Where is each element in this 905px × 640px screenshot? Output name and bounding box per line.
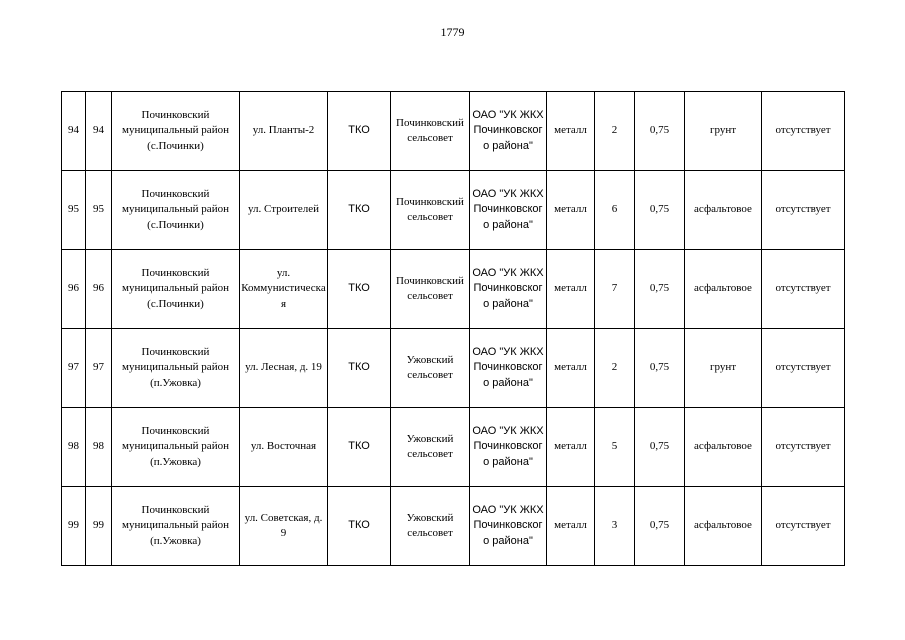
- waste-type-cell: ТКО: [328, 408, 391, 487]
- surface-cover-cell: грунт: [685, 92, 762, 171]
- table-row: [62, 329, 845, 408]
- address-cell: ул. Планты-2: [240, 92, 328, 171]
- container-count-cell: 7: [595, 250, 635, 329]
- site-number-cell: 99: [86, 487, 112, 566]
- district-cell: Починковский муниципальный район (п.Ужовка): [112, 487, 240, 566]
- council-cell: Ужовский сельсовет: [391, 487, 470, 566]
- site-number-cell: 95: [86, 171, 112, 250]
- fence-cell: отсутствует: [762, 171, 845, 250]
- waste-type-cell: ТКО: [328, 171, 391, 250]
- row-number-cell: 96: [62, 250, 86, 329]
- container-volume-cell: 0,75: [635, 487, 685, 566]
- waste-type-cell: ТКО: [328, 250, 391, 329]
- waste-sites-table: [61, 91, 845, 566]
- district-cell: Починковский муниципальный район (п.Ужовка): [112, 408, 240, 487]
- container-count-cell: 5: [595, 408, 635, 487]
- table-body: [62, 92, 845, 566]
- material-cell: металл: [547, 487, 595, 566]
- row-number-cell: 94: [62, 92, 86, 171]
- table-row: [62, 408, 845, 487]
- fence-cell: отсутствует: [762, 329, 845, 408]
- material-cell: металл: [547, 171, 595, 250]
- row-number-cell: 97: [62, 329, 86, 408]
- address-cell: ул. Лесная, д. 19: [240, 329, 328, 408]
- table-row: [62, 92, 845, 171]
- container-count-cell: 3: [595, 487, 635, 566]
- surface-cover-cell: асфальтовое: [685, 171, 762, 250]
- container-volume-cell: 0,75: [635, 329, 685, 408]
- organization-cell: ОАО "УК ЖКХ Починковского района": [470, 171, 547, 250]
- material-cell: металл: [547, 250, 595, 329]
- council-cell: Ужовский сельсовет: [391, 329, 470, 408]
- fence-cell: отсутствует: [762, 408, 845, 487]
- waste-type-cell: ТКО: [328, 487, 391, 566]
- site-number-cell: 96: [86, 250, 112, 329]
- table-row: [62, 250, 845, 329]
- material-cell: металл: [547, 92, 595, 171]
- organization-cell: ОАО "УК ЖКХ Починковского района": [470, 408, 547, 487]
- site-number-cell: 97: [86, 329, 112, 408]
- container-volume-cell: 0,75: [635, 92, 685, 171]
- material-cell: металл: [547, 329, 595, 408]
- organization-cell: ОАО "УК ЖКХ Починковского района": [470, 92, 547, 171]
- organization-cell: ОАО "УК ЖКХ Починковского района": [470, 329, 547, 408]
- site-number-cell: 98: [86, 408, 112, 487]
- container-count-cell: 2: [595, 329, 635, 408]
- council-cell: Починковский сельсовет: [391, 171, 470, 250]
- container-count-cell: 6: [595, 171, 635, 250]
- fence-cell: отсутствует: [762, 92, 845, 171]
- address-cell: ул. Строителей: [240, 171, 328, 250]
- district-cell: Починковский муниципальный район (с.Починки): [112, 250, 240, 329]
- organization-cell: ОАО "УК ЖКХ Починковского района": [470, 250, 547, 329]
- material-cell: металл: [547, 408, 595, 487]
- district-cell: Починковский муниципальный район (п.Ужовка): [112, 329, 240, 408]
- row-number-cell: 95: [62, 171, 86, 250]
- organization-cell: ОАО "УК ЖКХ Починковского района": [470, 487, 547, 566]
- district-cell: Починковский муниципальный район (с.Починки): [112, 171, 240, 250]
- table-row: [62, 487, 845, 566]
- address-cell: ул. Советская, д. 9: [240, 487, 328, 566]
- container-count-cell: 2: [595, 92, 635, 171]
- container-volume-cell: 0,75: [635, 171, 685, 250]
- site-number-cell: 94: [86, 92, 112, 171]
- row-number-cell: 99: [62, 487, 86, 566]
- surface-cover-cell: асфальтовое: [685, 487, 762, 566]
- waste-type-cell: ТКО: [328, 92, 391, 171]
- council-cell: Починковский сельсовет: [391, 92, 470, 171]
- council-cell: Ужовский сельсовет: [391, 408, 470, 487]
- surface-cover-cell: асфальтовое: [685, 250, 762, 329]
- address-cell: ул. Коммунистическая: [240, 250, 328, 329]
- waste-type-cell: ТКО: [328, 329, 391, 408]
- address-cell: ул. Восточная: [240, 408, 328, 487]
- surface-cover-cell: грунт: [685, 329, 762, 408]
- container-volume-cell: 0,75: [635, 250, 685, 329]
- district-cell: Починковский муниципальный район (с.Починки): [112, 92, 240, 171]
- council-cell: Починковский сельсовет: [391, 250, 470, 329]
- surface-cover-cell: асфальтовое: [685, 408, 762, 487]
- fence-cell: отсутствует: [762, 487, 845, 566]
- row-number-cell: 98: [62, 408, 86, 487]
- container-volume-cell: 0,75: [635, 408, 685, 487]
- fence-cell: отсутствует: [762, 250, 845, 329]
- table-row: [62, 171, 845, 250]
- page-number: 1779: [440, 25, 465, 39]
